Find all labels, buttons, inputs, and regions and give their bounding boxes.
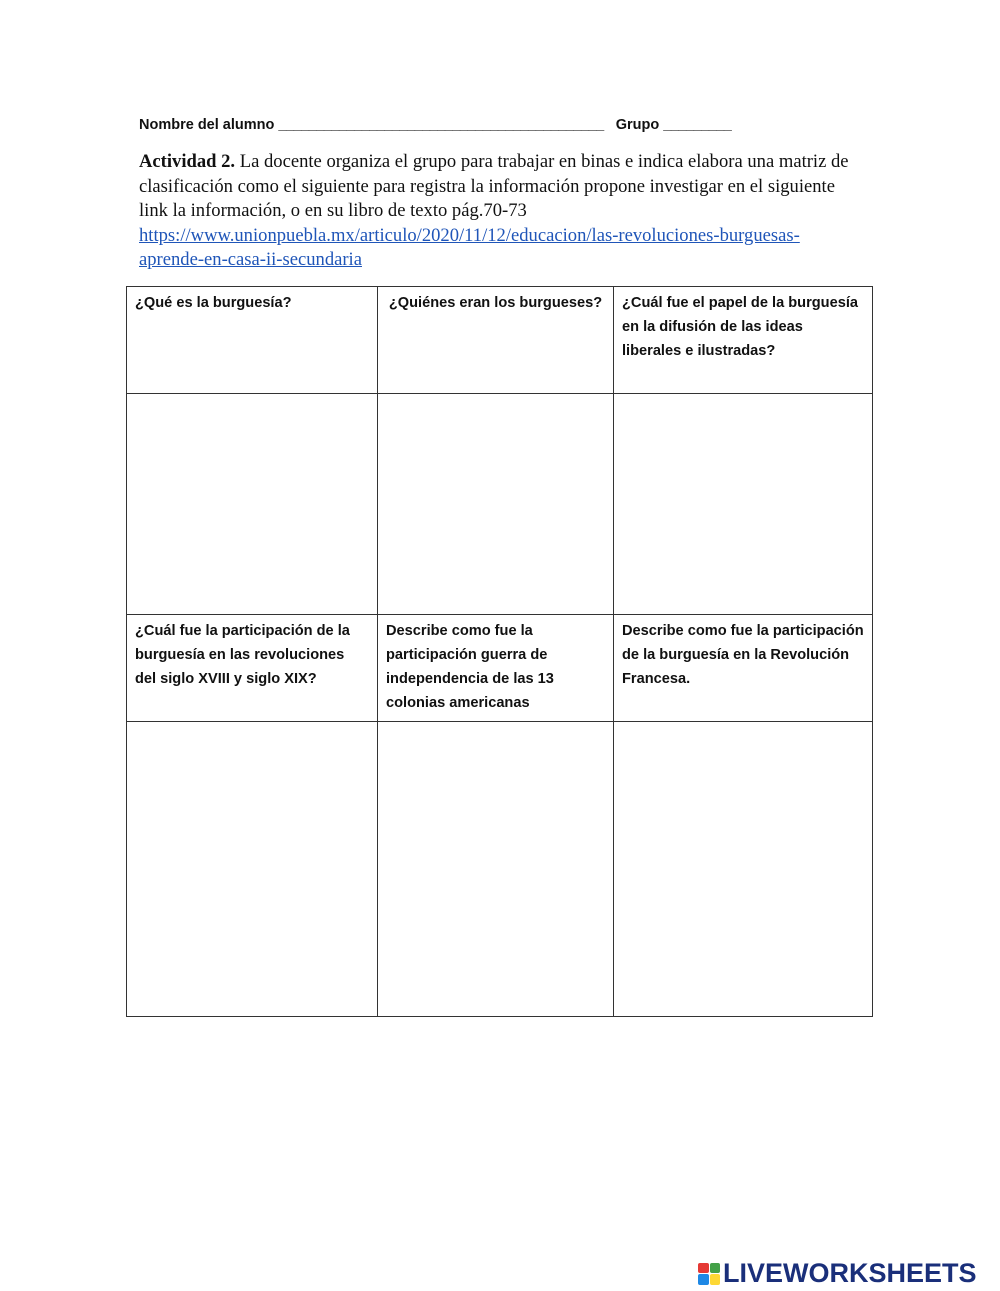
answer-cell[interactable] [614,394,873,615]
name-label: Nombre del alumno [139,117,275,133]
classification-matrix [126,286,873,1017]
header-line [139,117,859,133]
question-cell: ¿Cuál fue el papel de la burguesía en la difusión de las ideas liberales e ilustradas? [614,287,873,394]
name-blank[interactable]: ___________________________________________ [278,117,604,133]
logo-square [710,1274,721,1285]
question-cell: Describe como fue la participación guerra de independencia de las 13 colonias americanas [378,615,614,722]
resource-link[interactable]: https://www.unionpuebla.mx/articulo/2020/11/12/educacion/las-revoluciones-burguesas-aprende-en-casa-ii-secundaria [139,224,800,270]
answer-cell[interactable] [378,722,614,1017]
question-row [127,287,873,394]
answer-row [127,394,873,615]
question-row [127,615,873,722]
question-cell: Describe como fue la participación de la burguesía en la Revolución Francesa. [614,615,873,722]
answer-cell[interactable] [127,722,378,1017]
question-cell: ¿Cuál fue la participación de la burguesía en las revoluciones del siglo XVIII y siglo XIX? [127,615,378,722]
logo-square [710,1263,721,1274]
group-label: Grupo [615,117,660,133]
activity-title: Actividad 2. [139,151,236,172]
logo-text: LIVEWORKSHEETS [723,1258,977,1288]
logo-square [698,1263,709,1274]
group-blank[interactable]: _________ [663,117,732,133]
logo-square [698,1274,709,1285]
question-cell: ¿Quiénes eran los burgueses? [378,287,614,394]
activity-instructions [139,150,864,273]
answer-cell[interactable] [127,394,378,615]
logo-mark-icon [698,1263,720,1285]
question-cell: ¿Qué es la burguesía? [127,287,378,394]
liveworksheets-logo [698,1258,977,1289]
activity-text: La docente organiza el grupo para trabajar en binas e indica elabora una matriz de clasificación como el siguiente para registra la información propone investigar en el siguiente link la información, o en su libro de texto pág.70-73 [139,151,849,221]
answer-row [127,722,873,1017]
answer-cell[interactable] [378,394,614,615]
answer-cell[interactable] [614,722,873,1017]
